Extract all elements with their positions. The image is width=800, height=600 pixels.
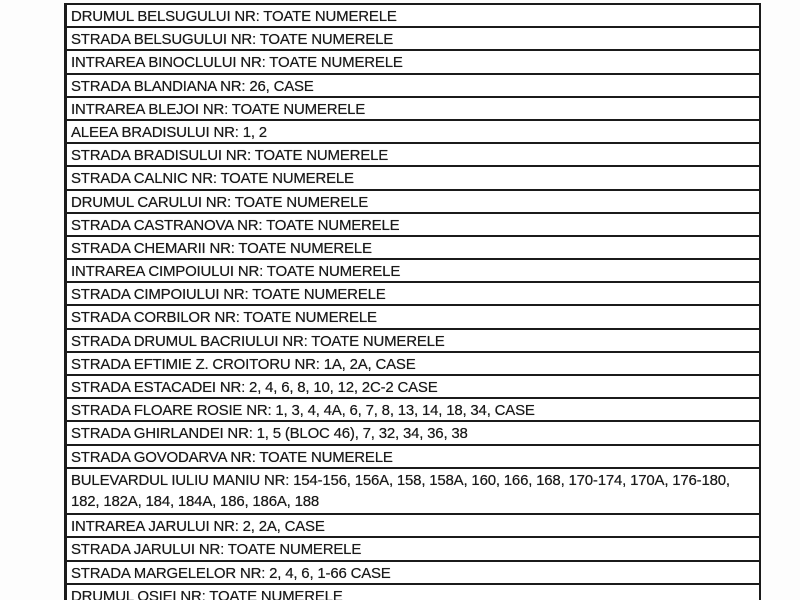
table-row: STRADA GOVODARVA NR: TOATE NUMERELE bbox=[67, 446, 759, 469]
table-row: INTRAREA JARULUI NR: 2, 2A, CASE bbox=[67, 515, 759, 538]
table-row: STRADA MARGELELOR NR: 2, 4, 6, 1-66 CASE bbox=[67, 562, 759, 585]
table-row: STRADA CASTRANOVA NR: TOATE NUMERELE bbox=[67, 214, 759, 237]
table-row: STRADA CIMPOIULUI NR: TOATE NUMERELE bbox=[67, 283, 759, 306]
table-row: STRADA DRUMUL BACRIULUI NR: TOATE NUMERELE bbox=[67, 330, 759, 353]
table-row: STRADA EFTIMIE Z. CROITORU NR: 1A, 2A, CASE bbox=[67, 353, 759, 376]
table-row: DRUMUL CARULUI NR: TOATE NUMERELE bbox=[67, 191, 759, 214]
table-row: STRADA BLANDIANA NR: 26, CASE bbox=[67, 75, 759, 98]
street-list-table bbox=[64, 3, 761, 600]
table-row: DRUMUL BELSUGULUI NR: TOATE NUMERELE bbox=[67, 5, 759, 28]
table-row: STRADA BELSUGULUI NR: TOATE NUMERELE bbox=[67, 28, 759, 51]
table-row: STRADA JARULUI NR: TOATE NUMERELE bbox=[67, 538, 759, 561]
table-row: STRADA ESTACADEI NR: 2, 4, 6, 8, 10, 12, 2C-2 CASE bbox=[67, 376, 759, 399]
table-row: INTRAREA BLEJOI NR: TOATE NUMERELE bbox=[67, 98, 759, 121]
table-row: STRADA CALNIC NR: TOATE NUMERELE bbox=[67, 167, 759, 190]
table-row: STRADA BRADISULUI NR: TOATE NUMERELE bbox=[67, 144, 759, 167]
table-row: DRUMUL OSIEI NR: TOATE NUMERELE bbox=[67, 585, 759, 600]
table-row: STRADA CORBILOR NR: TOATE NUMERELE bbox=[67, 306, 759, 329]
table-row: INTRAREA CIMPOIULUI NR: TOATE NUMERELE bbox=[67, 260, 759, 283]
table-row: STRADA FLOARE ROSIE NR: 1, 3, 4, 4A, 6, 7, 8, 13, 14, 18, 34, CASE bbox=[67, 399, 759, 422]
table-row: STRADA CHEMARII NR: TOATE NUMERELE bbox=[67, 237, 759, 260]
table-row: ALEEA BRADISULUI NR: 1, 2 bbox=[67, 121, 759, 144]
table-row: STRADA GHIRLANDEI NR: 1, 5 (BLOC 46), 7, 32, 34, 36, 38 bbox=[67, 422, 759, 445]
table-row: INTRAREA BINOCLULUI NR: TOATE NUMERELE bbox=[67, 51, 759, 74]
table-row: BULEVARDUL IULIU MANIU NR: 154-156, 156A, 158, 158A, 160, 166, 168, 170-174, 170A, 176-180, 182, 182A, 184, 184A, 186, 186A, 188 bbox=[67, 469, 759, 515]
